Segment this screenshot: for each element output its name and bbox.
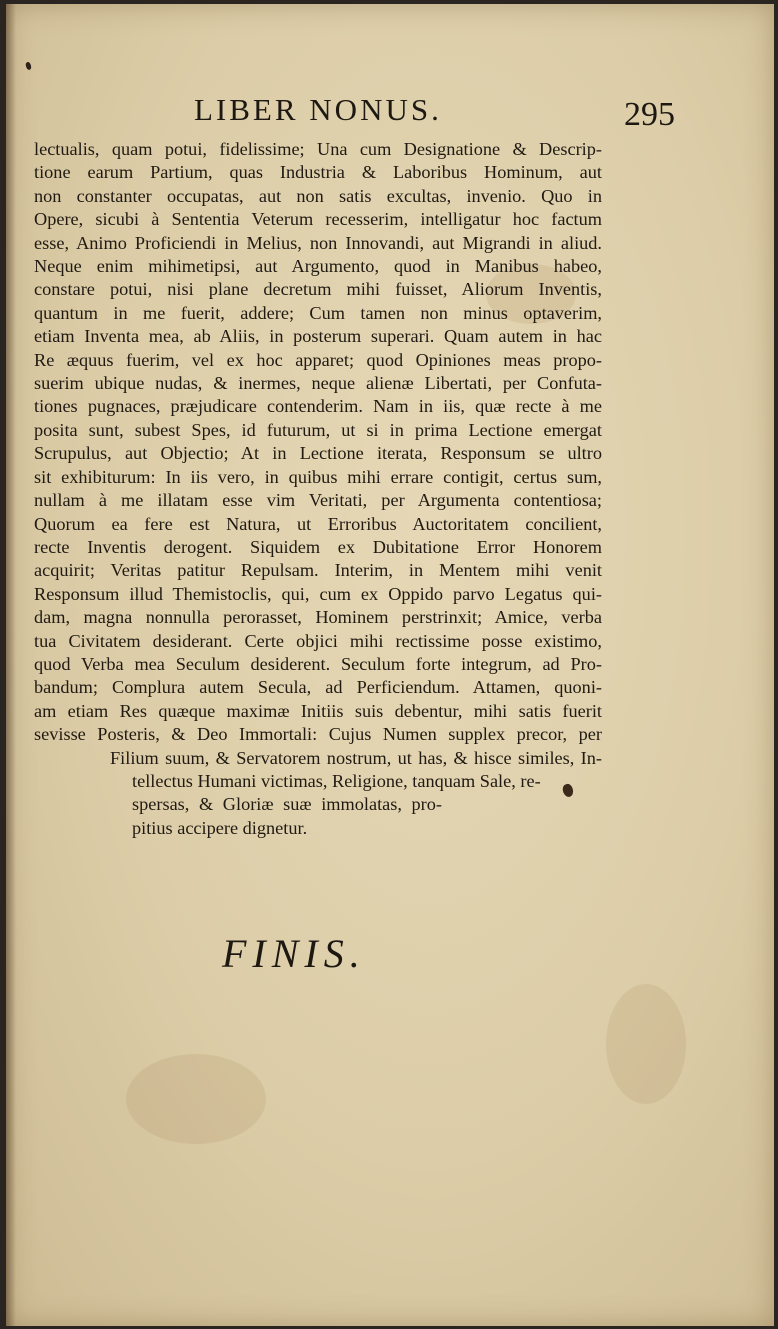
text-line: Responsum illud Themistoclis, qui, cum ex Oppido parvo Legatus qui- [34,583,602,604]
text-line: pitius accipere dignetur. [132,817,308,838]
running-title: LIBER NONUS. [194,92,442,127]
text-line: bandum; Complura autem Secula, ad Perficiendum. Attamen, quoni- [34,677,602,698]
text-line: spersas, & Gloriæ suæ immolatas, pro- [132,794,442,815]
paper-stain [606,984,686,1104]
text-line: Scrupulus, aut Objectio; At in Lectione iterata, Responsum se ultro [34,443,602,464]
text-line: etiam Inventa mea, ab Aliis, in posterum superari. Quam autem in hac [34,326,602,347]
text-line: suerim ubique nudas, & inermes, neque alienæ Libertati, per Confuta- [34,373,602,394]
text-line: tellectus Humani victimas, Religione, tanquam Sale, re- [132,770,541,791]
text-line: constare potui, nisi plane decretum mihi fuisset, Aliorum Inventis, [34,279,602,300]
text-line: Filium suum, & Servatorem nostrum, ut has, & hisce similes, In- [110,747,602,768]
text-line: lectualis, quam potui, fidelissime; Una cum Designatione & Descrip- [34,139,602,159]
text-line: esse, Animo Proficiendi in Melius, non Innovandi, aut Migrandi in aliud. [34,232,602,253]
text-line: nullam à me illatam esse vim Veritati, per Argumenta contentiosa; [34,490,602,511]
text-line: Opere, sicubi à Sententia Veterum recesserim, intelligatur hoc factum [34,209,602,230]
book-page [6,4,774,1326]
text-line: tione earum Partium, quas Industria & Laboribus Hominum, aut [34,162,602,183]
text-line: sit exhibiturum: In iis vero, in quibus mihi errare contigit, certus sum, [34,466,602,487]
text-line: am etiam Res quæque maximæ Initiis suis debentur, mihi satis fuerit [34,700,602,721]
body-text [34,138,602,840]
finis-heading: FINIS. [222,931,366,976]
page-gutter-shadow [6,4,16,1326]
text-line: dam, magna nonnulla perorasset, Hominem perstrinxit; Amice, verba [34,607,602,628]
text-line: Neque enim mihimetipsi, aut Argumento, quod in Manibus habeo, [34,256,602,277]
text-line: acquirit; Veritas patitur Repulsam. Interim, in Mentem mihi venit [34,560,602,581]
text-line: tiones pugnaces, præjudicare contenderim. Nam in iis, quæ recte à me [34,396,602,417]
text-line: tua Civitatem desiderant. Certe objici mihi rectissime posse existimo, [34,630,602,651]
page-number: 295 [624,96,675,133]
text-line: posita sunt, subest Spes, id futurum, ut si in prima Lectione emergat [34,419,602,440]
ink-spot [25,61,32,70]
text-line: quod Verba mea Seculum desiderent. Seculum forte integrum, ad Pro- [34,653,602,674]
paper-stain [126,1054,266,1144]
text-line: non constanter occupatas, aut non satis excultas, invenio. Quo in [34,185,602,206]
text-line: sevisse Posteris, & Deo Immortali: Cujus Numen supplex precor, per [34,724,602,745]
text-line: Quorum ea fere est Natura, ut Erroribus Auctoritatem concilient, [34,513,602,534]
text-line: Re æquus fuerim, vel ex hoc apparet; quod Opiniones meas propo- [34,349,602,370]
text-line: quantum in me fuerit, addere; Cum tamen non minus optaverim, [34,302,602,323]
text-line: recte Inventis derogent. Siquidem ex Dubitatione Error Honorem [34,536,602,557]
